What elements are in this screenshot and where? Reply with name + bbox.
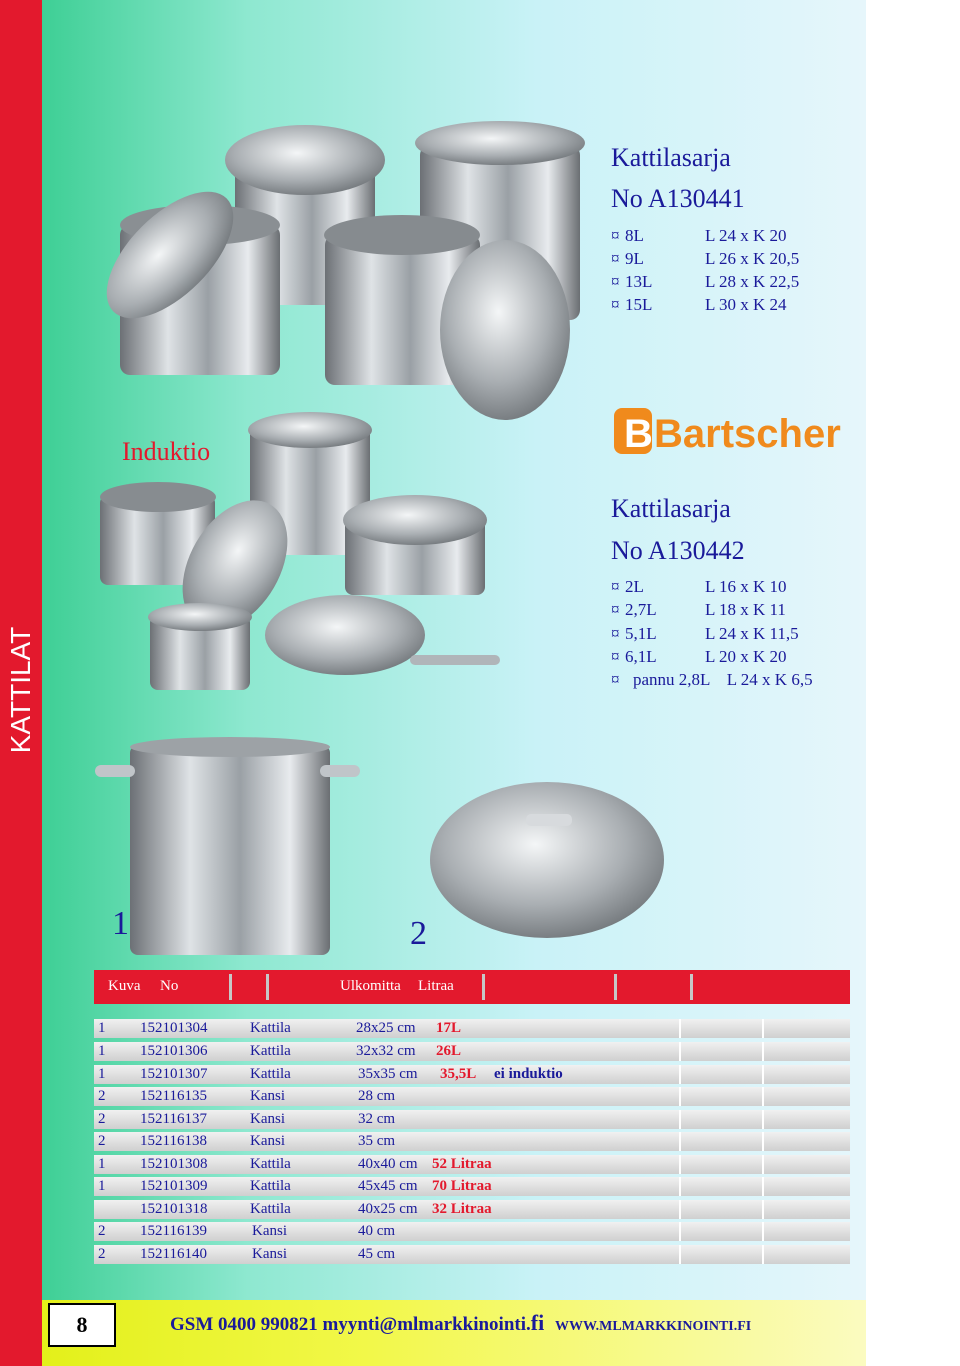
set2-item: ¤ 2L L 16 x K 10 — [611, 577, 787, 596]
set1-item: ¤ 8L L 24 x K 20 — [611, 226, 787, 245]
set1-item: ¤ 15L L 30 x K 24 — [611, 295, 787, 314]
large-pot-image — [90, 735, 380, 960]
image-label-pot: 1 — [112, 905, 129, 942]
svg-text:B: B — [624, 412, 653, 456]
table-row: 1 152101309 Kattila 45x45 cm 70 Litraa — [94, 1177, 850, 1196]
table-row: 1 152101304 Kattila 28x25 cm 17L — [94, 1019, 850, 1038]
set2-item: ¤ 2,7L L 18 x K 11 — [611, 600, 786, 619]
contact-line — [170, 1310, 751, 1336]
bartscher-logo — [612, 402, 841, 460]
section-label: KATTILAT — [5, 626, 36, 754]
table-row: 2 152116138 Kansi 35 cm — [94, 1132, 850, 1151]
table-row: 2 152116137 Kansi 32 cm — [94, 1110, 850, 1129]
table-row: 1 152101307 Kattila 35x35 cm 35,5L ei induktio — [94, 1065, 850, 1084]
header-ulkomitta: Ulkomitta — [340, 978, 401, 994]
header-no: No — [160, 978, 179, 994]
set2-item: ¤ 6,1L L 20 x K 20 — [611, 647, 787, 666]
table-row: 2 152116139 Kansi 40 cm — [94, 1222, 850, 1241]
header-kuva: Kuva — [108, 978, 141, 994]
table-row: 1 152101308 Kattila 40x40 cm 52 Litraa — [94, 1155, 850, 1174]
header-litraa: Litraa — [418, 978, 454, 994]
right-margin — [866, 0, 960, 1366]
table-row: 1 152101306 Kattila 32x32 cm 26L — [94, 1042, 850, 1061]
website-link[interactable]: WWW.MLMARKKINOINTI.FI — [554, 1319, 752, 1334]
page-number: 8 — [48, 1303, 116, 1347]
set1-item: ¤ 13L L 28 x K 22,5 — [611, 272, 800, 291]
induction-label: Induktio — [122, 437, 211, 466]
set1-item: ¤ 9L L 26 x K 20,5 — [611, 249, 800, 268]
table-row: 152101318 Kattila 40x25 cm 32 Litraa — [94, 1200, 850, 1219]
contact-gsm-email: GSM 0400 990821 myynti@mlmarkkinointi. — [170, 1314, 531, 1335]
large-lid-image — [428, 780, 666, 940]
set2-number: No A130442 — [611, 536, 745, 565]
set1-title: Kattilasarja — [611, 143, 731, 172]
set1-number: No A130441 — [611, 184, 745, 213]
image-label-lid: 2 — [410, 915, 427, 952]
set2-title: Kattilasarja — [611, 494, 731, 523]
table-row: 2 152116135 Kansi 28 cm — [94, 1087, 850, 1106]
set2-extra: ¤ pannu 2,8L L 24 x K 6,5 — [611, 670, 813, 689]
contact-email-tld: fi — [530, 1310, 545, 1335]
pot-set-image — [60, 85, 600, 415]
side-band — [0, 0, 42, 1366]
brand-wordmark: Bartscher — [654, 412, 841, 456]
set2-item: ¤ 5,1L L 24 x K 11,5 — [611, 624, 799, 643]
table-row: 2 152116140 Kansi 45 cm — [94, 1245, 850, 1264]
table-header — [94, 970, 850, 1004]
